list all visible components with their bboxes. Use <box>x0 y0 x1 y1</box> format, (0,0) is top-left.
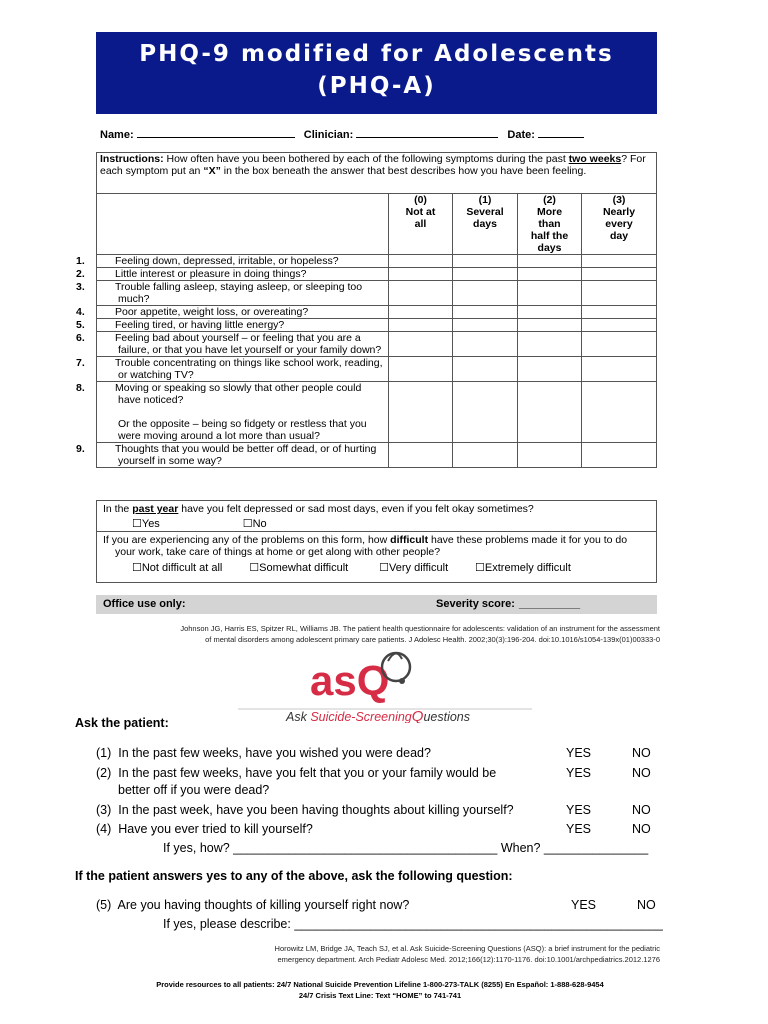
asq-question-5: (5) Are you having thoughts of killing yourself right now? <box>96 898 410 912</box>
answer-cell[interactable] <box>518 281 582 306</box>
answer-cell[interactable] <box>518 382 582 443</box>
followup-heading: If the patient answers yes to any of the above, ask the following question: <box>75 869 513 883</box>
answer-cell[interactable] <box>582 382 657 443</box>
asq-question-4: (4) Have you ever tried to kill yourself? <box>96 822 313 836</box>
clinician-label: Clinician: <box>303 129 354 141</box>
no-option[interactable]: NO <box>632 803 651 817</box>
asq-question-1: (1) In the past few weeks, have you wished you were dead? <box>96 746 431 760</box>
answer-cell[interactable] <box>389 281 453 306</box>
answer-cell[interactable] <box>453 255 518 268</box>
page-subtitle: (PHQ-A) <box>317 73 436 99</box>
citation-asq: Horowitz LM, Bridge JA, Teach SJ, et al. Ask Suicide-Screening Questions (ASQ): a brief instrument for the pediatric emergency department. Arch Pediatr Adolesc Med. 2012;166(12):1170-1176. doi:10.1001/archpediatrics.2012.1276 <box>274 944 660 964</box>
office-use-bar <box>96 595 657 614</box>
no-option[interactable]: NO <box>632 766 651 780</box>
phq-table <box>76 152 657 468</box>
answer-cell[interactable] <box>518 268 582 281</box>
answer-cell[interactable] <box>453 443 518 468</box>
page-title: PHQ-9 modified for Adolescents <box>139 41 614 67</box>
not-difficult-checkbox[interactable]: ☐Not difficult at all <box>132 562 223 574</box>
asq-logo <box>238 645 532 723</box>
answer-cell[interactable] <box>389 443 453 468</box>
column-header-row <box>97 194 657 255</box>
answer-cell[interactable] <box>389 319 453 332</box>
question-text-alt: Or the opposite – being so fidgety or restless that you were moving around a lot more than usual? <box>118 418 367 442</box>
answer-cell[interactable] <box>453 268 518 281</box>
answer-cell[interactable] <box>518 332 582 357</box>
question-text: Feeling tired, or having little energy? <box>115 319 285 331</box>
severity-label: Severity score: <box>436 598 515 610</box>
answer-cell[interactable] <box>582 443 657 468</box>
question-text: Trouble falling asleep, staying asleep, or sleeping too much? <box>115 281 363 305</box>
question-text: Feeling bad about yourself – or feeling that you are a failure, or that you have let yourself or your family down? <box>115 332 382 356</box>
answer-cell[interactable] <box>389 268 453 281</box>
question-text: Poor appetite, weight loss, or overeating? <box>115 306 309 318</box>
column-header: (2) More than half the days <box>518 194 582 255</box>
question-row: 2. Little interest or pleasure in doing things? <box>97 268 657 281</box>
instructions-text: How often have you been bothered by each of the following symptoms during the past <box>163 153 569 165</box>
yes-option[interactable]: YES <box>571 898 597 912</box>
question-row: 8. Moving or speaking so slowly that other people could have noticed? Or the opposite – being so fidgety or restless that you were moving around a lot more than usual? <box>97 382 657 443</box>
answer-cell[interactable] <box>453 281 518 306</box>
ask-heading: Ask the patient: <box>75 716 169 730</box>
no-option[interactable]: NO <box>632 746 651 760</box>
somewhat-difficult-checkbox[interactable]: ☐Somewhat difficult <box>249 562 349 574</box>
answer-cell[interactable] <box>582 255 657 268</box>
question-text: Feeling down, depressed, irritable, or hopeless? <box>115 255 339 267</box>
extremely-difficult-checkbox[interactable]: ☐Extremely difficult <box>475 562 571 574</box>
header-banner <box>96 32 657 114</box>
question-row: 5. Feeling tired, or having little energy? <box>97 319 657 332</box>
describe-field[interactable]: If yes, please describe: _____________________________________________________ <box>163 917 663 931</box>
column-header: (3) Nearly every day <box>582 194 657 255</box>
svg-text:Ask Suicide-ScreeningQuestions: Ask Suicide-ScreeningQuestions <box>286 708 470 723</box>
instructions <box>97 153 657 194</box>
answer-cell[interactable] <box>453 357 518 382</box>
answer-cell[interactable] <box>389 255 453 268</box>
if-yes-how-field[interactable]: If yes, how? ______________________________________ When? _______________ <box>163 841 649 855</box>
answer-cell[interactable] <box>582 306 657 319</box>
very-difficult-checkbox[interactable]: ☐Very difficult <box>379 562 449 574</box>
difficulty-row: If you are experiencing any of the problems on this form, how difficult have these problems made it for you to do your work, take care of things at home or get along with other people? ☐Not difficult at all ☐Somewhat difficult ☐Very difficult ☐Extremely difficult <box>103 534 628 574</box>
column-header: (1) Several days <box>453 194 518 255</box>
answer-cell[interactable] <box>453 319 518 332</box>
answer-cell[interactable] <box>582 268 657 281</box>
question-row: 6. Feeling bad about yourself – or feeling that you are a failure, or that you have let yourself or your family down? <box>97 332 657 357</box>
answer-cell[interactable] <box>582 357 657 382</box>
answer-cell[interactable] <box>582 319 657 332</box>
asq-logo-text: asQ <box>310 657 390 704</box>
yes-option[interactable]: YES <box>566 822 592 836</box>
answer-cell[interactable] <box>389 357 453 382</box>
no-option[interactable]: NO <box>632 822 651 836</box>
answer-cell[interactable] <box>518 357 582 382</box>
answer-cell[interactable] <box>389 332 453 357</box>
answer-cell[interactable] <box>582 332 657 357</box>
question-row: 3. Trouble falling asleep, staying asleep, or sleeping too much? <box>97 281 657 306</box>
yes-option[interactable]: YES <box>566 803 592 817</box>
question-text: Little interest or pleasure in doing things? <box>115 268 307 280</box>
answer-cell[interactable] <box>518 443 582 468</box>
asq-question-3: (3) In the past week, have you been having thoughts about killing yourself? <box>96 803 514 817</box>
name-label: Name: <box>100 129 134 141</box>
supplemental-questions <box>96 500 657 583</box>
question-text: Thoughts that you would be better off dead, or of hurting yourself in some way? <box>115 443 377 467</box>
citation-phq: Johnson JG, Harris ES, Spitzer RL, Williams JB. The patient health questionnaire for adolescents: validation of an instrument for the assessment of mental disorders among adolescent primary care patients. J Adolesc Health. 2002;30(3):196-204. doi:10.1016/s1054-139x(01)00333-0 <box>180 624 660 644</box>
severity-score-field[interactable]: __________ <box>519 598 581 610</box>
past-year-yes-checkbox[interactable]: ☐Yes <box>132 518 160 530</box>
answer-cell[interactable] <box>518 319 582 332</box>
name-field[interactable] <box>137 128 295 138</box>
instructions-text: ? For each symptom put an <box>100 153 646 177</box>
question-text: Trouble concentrating on things like school work, reading, or watching TV? <box>115 357 383 381</box>
answer-cell[interactable] <box>389 382 453 443</box>
instructions-text: in the box beneath the answer that best describes how you have been feeling. <box>220 165 587 177</box>
question-row: 7. Trouble concentrating on things like school work, reading, or watching TV? <box>97 357 657 382</box>
column-header: (0) Not at all <box>389 194 453 255</box>
past-year-no-checkbox[interactable]: ☐No <box>242 518 267 530</box>
question-text: Moving or speaking so slowly that other people could have noticed? <box>115 382 362 406</box>
answer-cell[interactable] <box>518 255 582 268</box>
clinician-field[interactable] <box>356 128 498 138</box>
no-option[interactable]: NO <box>637 898 656 912</box>
answer-cell[interactable] <box>389 306 453 319</box>
answer-cell[interactable] <box>582 281 657 306</box>
answer-cell[interactable] <box>453 382 518 443</box>
yes-option[interactable]: YES <box>566 766 592 780</box>
question-row: 4. Poor appetite, weight loss, or overeating? <box>97 306 657 319</box>
answer-cell[interactable] <box>453 332 518 357</box>
office-use-label: Office use only: <box>103 598 186 610</box>
asq-logo-icon <box>238 645 532 723</box>
instructions-mark: “X” <box>203 165 221 177</box>
form-fields-row <box>100 128 584 141</box>
instructions-label: Instructions: <box>100 153 164 165</box>
past-year-row: In the past year have you felt depressed or sad most days, even if you felt okay sometimes? ☐Yes ☐No <box>97 501 656 532</box>
yes-option[interactable]: YES <box>566 746 592 760</box>
question-row: 9. Thoughts that you would be better off dead, or of hurting yourself in some way? <box>97 443 657 468</box>
answer-cell[interactable] <box>518 306 582 319</box>
question-row: 1. Feeling down, depressed, irritable, or hopeless? <box>97 255 657 268</box>
date-label: Date: <box>507 129 535 141</box>
date-field[interactable] <box>538 128 584 138</box>
resources-footer: Provide resources to all patients: 24/7 National Suicide Prevention Lifeline 1-800-273-TALK (8255) En Español: 1-888-628-9454 24/7 Crisis Text Line: Text “HOME” to 741-741 <box>156 980 604 1000</box>
instructions-timeframe: two weeks <box>568 153 622 165</box>
answer-cell[interactable] <box>453 306 518 319</box>
asq-question-2: (2) In the past few weeks, have you felt that you or your family would be better off if you were dead? <box>96 766 497 797</box>
